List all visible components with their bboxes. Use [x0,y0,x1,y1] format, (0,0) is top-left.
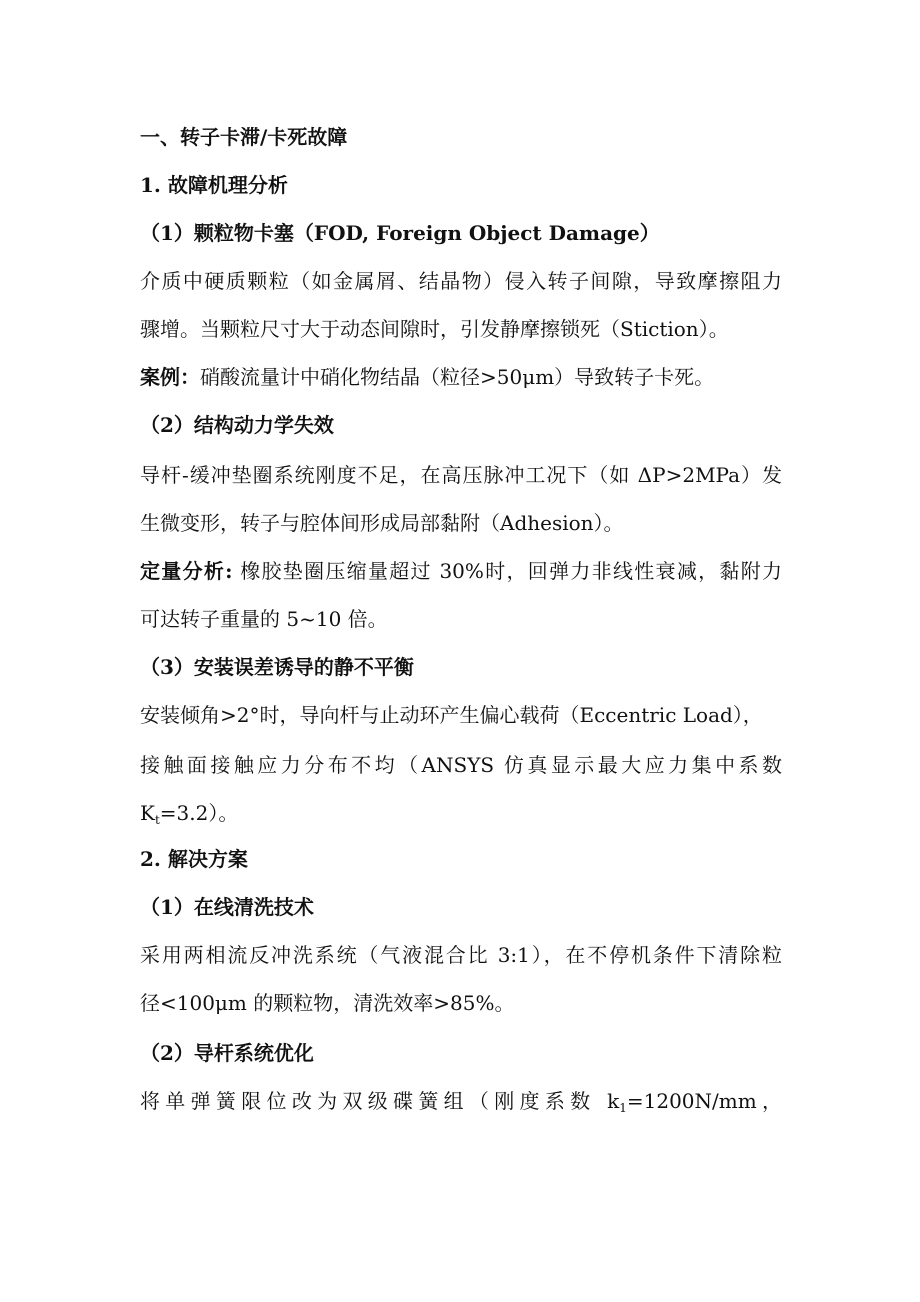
paragraph-line: 径<100μm 的颗粒物，清洗效率>85%。 [140,991,515,1015]
chapter-heading: 一、转子卡滞/卡死故障 [140,125,348,149]
subheading-fod: （1）颗粒物卡塞（FOD, Foreign Object Damage） [140,221,660,245]
section-heading-solutions: 2. 解决方案 [140,847,248,871]
paragraph-line [140,1088,782,1114]
paragraph-line: 可达转子重量的 5~10 倍。 [140,607,388,631]
subheading-structural: （2）结构动力学失效 [140,413,334,437]
kt-symbol: K [140,801,155,825]
case-line [140,364,782,390]
k1-subscript: 1 [619,1101,627,1115]
subheading-guide-rod: （2）导杆系统优化 [140,1041,314,1065]
subheading-installation: （3）安装误差诱导的静不平衡 [140,655,414,679]
paragraph-line: 骤增。当颗粒尺寸大于动态间隙时，引发静摩擦锁死（Stiction）。 [140,317,729,341]
k1-value: =1200N/mm， [626,1089,783,1113]
kt-subscript: t [154,813,160,827]
paragraph-line: 接触面接触应力分布不均（ANSYS 仿真显示最大应力集中系数 [140,753,782,777]
paragraph-line: 安装倾角>2°时，导向杆与止动环产生偏心载荷（Eccentric Load）， [140,703,763,727]
paragraph-line: 生微变形，转子与腔体间形成局部黏附（Adhesion）。 [140,511,624,535]
case-text: 硝酸流量计中硝化物结晶（粒径>50μm）导致转子卡死。 [200,365,715,389]
quant-text: 橡胶垫圈压缩量超过 30%时，回弹力非线性衰减，黏附力 [232,559,782,583]
section-heading-mechanism: 1. 故障机理分析 [140,173,288,197]
case-label: 案例： [140,365,200,389]
subheading-cleaning: （1）在线清洗技术 [140,895,314,919]
quant-label: 定量分析: [140,559,233,583]
paragraph-line: 导杆-缓冲垫圈系统刚度不足，在高压脉冲工况下（如 ΔP>2MPa）发 [140,463,782,487]
spring-text: 将单弹簧限位改为双级碟簧组（刚度系数 k [140,1089,620,1113]
quant-line [140,558,782,584]
kt-value: =3.2）。 [159,801,239,825]
paragraph-line: 介质中硬质颗粒（如金属屑、结晶物）侵入转子间隙，导致摩擦阻力 [140,269,782,293]
paragraph-line [140,800,782,826]
paragraph-line: 采用两相流反冲洗系统（气液混合比 3:1），在不停机条件下清除粒 [140,943,782,967]
